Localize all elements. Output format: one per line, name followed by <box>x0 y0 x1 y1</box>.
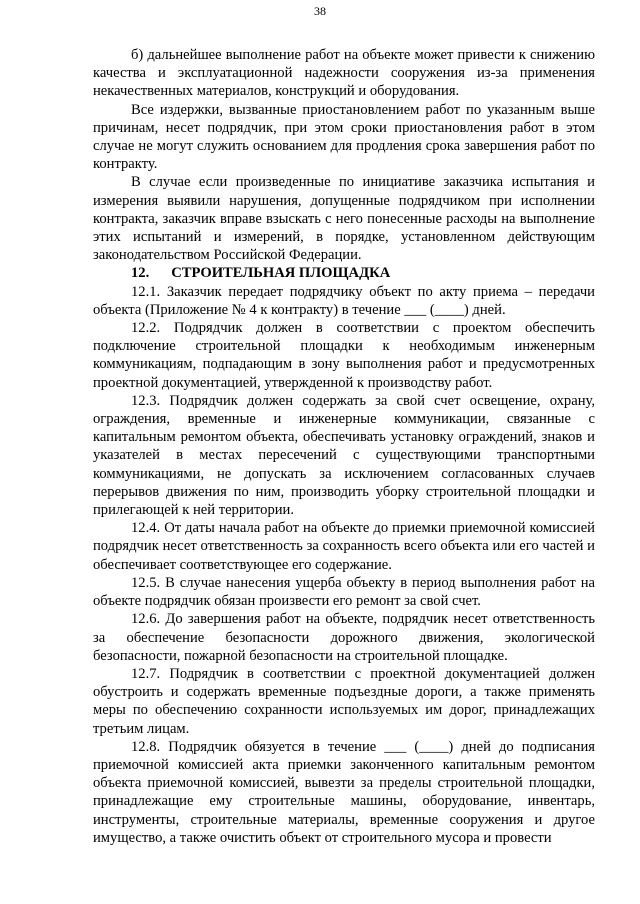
clause-12-8: 12.8. Подрядчик обязуется в течение ___ (____) дней до подписания приемочной комиссией акта приемки законченного капитальным ремонтом объекта приемочной комиссией, вывезти за пределы строительной площадки, принадлежащие ему строительные машины, оборудование, инвентарь, инструменты, строительные материалы, временные сооружения и другое имущество, а также очистить объект от строительного мусора и провести <box>93 738 595 846</box>
clause-12-2: 12.2. Подрядчик должен в соответствии с проектом обеспечить подключение строительной площадки к необходимым инженерным коммуникациям, подпадающим в зону выполнения работ и предусмотренных проектной документацией, утвержденной к производству работ. <box>93 320 595 391</box>
intro-paragraph: В случае если произведенные по инициативе заказчика испытания и измерения выявили нарушения, допущенные подрядчиком при исполнении контракта, заказчик вправе взыскать с него понесенные расходы на выполнение этих испытаний и измерений, в порядке, установленном действующим законодательством Российской Федерации. <box>93 174 595 264</box>
clause-12-5: 12.5. В случае нанесения ущерба объекту в период выполнения работ на объекте подрядчик обязан произвести его ремонт за свой счет. <box>93 574 595 610</box>
section-title: СТРОИТЕЛЬНАЯ ПЛОЩАДКА <box>171 265 391 282</box>
section-heading <box>93 264 595 282</box>
clause-12-1: 12.1. Заказчик передает подрядчику объект по акту приема – передачи объекта (Приложение № 4 к контракту) в течение ___ (____) дней. <box>93 283 595 318</box>
document-body <box>93 46 595 847</box>
clause-12-3: 12.3. Подрядчик должен содержать за свой счет освещение, охрану, ограждения, временные и инженерные коммуникации, связанные с капитальным ремонтом объекта, обеспечивать установку ограждений, знаков и указателей в местах пересечений с существующими транспортными коммуникациями, не допускать за исключением согласованных случаев перерывов движения по ним, производить уборку строительной площадки и прилегающей к ней территории. <box>93 392 595 519</box>
intro-paragraph: б) дальнейшее выполнение работ на объекте может привести к снижению качества и эксплуатационной надежности сооружения из-за применения некачественных материалов, конструкций и оборудования. <box>93 47 595 100</box>
clause-12-4: 12.4. От даты начала работ на объекте до приемки приемочной комиссией подрядчик несет ответственность за сохранность всего объекта или его частей и обеспечивает соответствующее его содержание. <box>93 520 595 573</box>
clause-12-7: 12.7. Подрядчик в соответствии с проектной документацией должен обустроить и содержать временные подъездные дороги, а также применять меры по обеспечению сохранности используемых им дорог, принадлежащих третьим лицам. <box>93 665 595 737</box>
section-number: 12. <box>131 265 150 282</box>
intro-paragraph: Все издержки, вызванные приостановлением работ по указанным выше причинам, несет подрядчик, при этом сроки приостановления работ в этом случае не могут служить основанием для продления срока завершения работ по контракту. <box>93 101 595 173</box>
clause-12-6: 12.6. До завершения работ на объекте, подрядчик несет ответственность за обеспечение безопасности дорожного движения, экологической безопасности, пожарной безопасности на строительной площадке. <box>93 611 595 664</box>
page-number: 38 <box>314 4 326 18</box>
